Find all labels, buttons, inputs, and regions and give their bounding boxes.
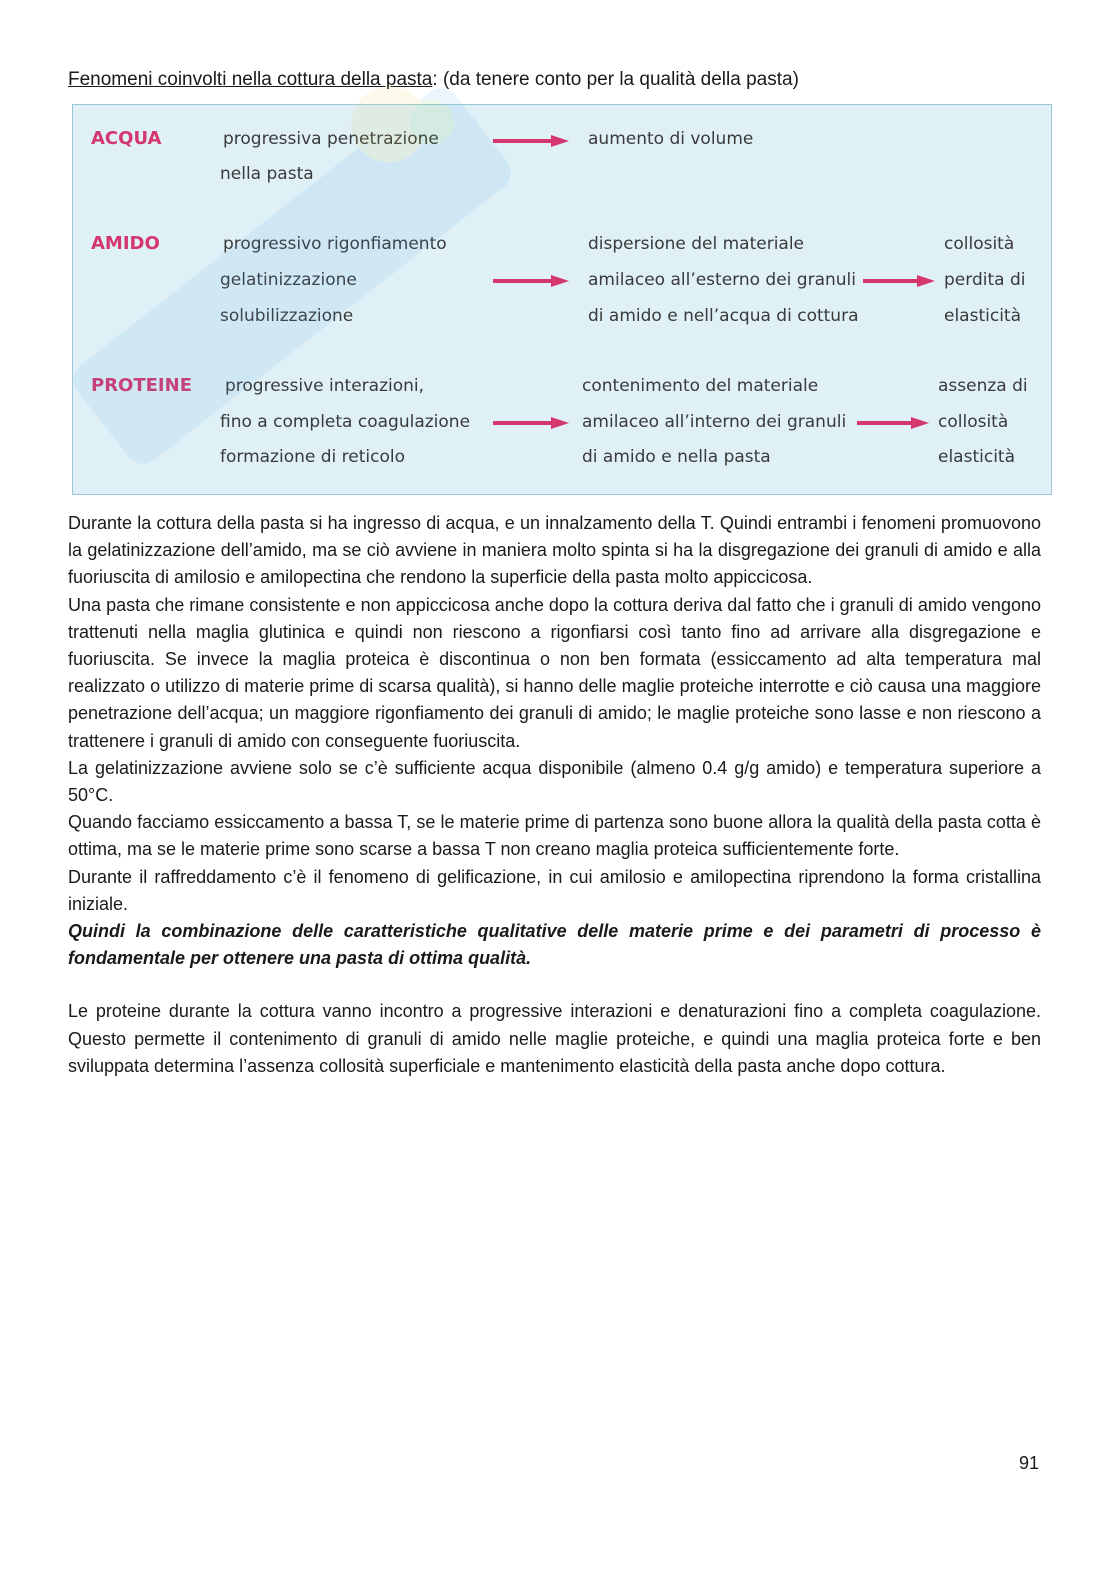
section-heading <box>68 68 799 92</box>
paragraph: La gelatinizzazione avviene solo se c’è sufficiente acqua disponibile (almeno 0.4 g/g amido) e temperatura superiore a 50°C. <box>68 757 1041 806</box>
proteine-label: PROTEINE <box>91 375 192 396</box>
arrow-icon <box>493 275 569 287</box>
amido-result-line: elasticità <box>944 306 1021 326</box>
amido-effect-line: di amido e nell’acqua di cottura <box>588 306 859 326</box>
proteine-effect-line: contenimento del materiale <box>582 376 819 396</box>
proteine-cause-line: progressive interazioni, <box>225 376 425 396</box>
emphasis-paragraph: Quindi la combinazione delle caratteristiche qualitative delle materie prime e dei parametri di processo è fondamentale per ottenere una pasta di ottima qualità. <box>68 921 1041 969</box>
amido-effect-line: dispersione del materiale <box>588 234 805 254</box>
proteine-cause-line: formazione di reticolo <box>220 447 405 467</box>
proteine-result-line: collosità <box>938 412 1009 432</box>
heading-rest: : (da tenere conto per la qualità della pasta) <box>432 69 799 90</box>
acqua-cause-line: progressiva penetrazione <box>223 129 439 149</box>
paragraph: Una pasta che rimane consistente e non appiccicosa anche dopo la cottura deriva dal fatto che i granuli di amido vengono trattenuti nella maglia glutinica e quindi non riescono a rigonfiarsi così tanto fino ad arrivare alla disgregazione e fuoriuscita. Se invece la maglia proteica è discontinua o non ben formata (essiccamento ad alta temperatura mal realizzato o utilizzo di materie prime di scarsa qualità), si hanno delle maglie proteiche interrotte e ciò causa una maggiore penetrazione dell’acqua; un maggiore rigonfiamento dei granuli di amido; le maglie proteiche sono lasse e non riescono a trattenere i granuli di amido con conseguente fuoriuscita. <box>68 594 1041 751</box>
amido-cause-line: solubilizzazione <box>220 306 354 326</box>
acqua-effect-line: aumento di volume <box>588 129 754 149</box>
paragraph: Durante la cottura della pasta si ha ingresso di acqua, e un innalzamento della T. Quindi entrambi i fenomeni promuovono la gelatinizzazione dell’amido, ma se ciò avviene in maniera molto spinta si ha la disgregazione dei granuli di amido e alla fuoriuscita di amilosio e amilopectina che rendono la superficie della pasta molto appiccicosa. <box>68 513 1041 588</box>
acqua-cause-line: nella pasta <box>220 164 314 184</box>
heading-underlined: Fenomeni coinvolti nella cottura della pasta <box>68 69 433 90</box>
proteine-cause-line: fino a completa coagulazione <box>220 412 471 432</box>
acqua-label: ACQUA <box>91 128 162 149</box>
amido-cause-line: progressivo rigonfiamento <box>223 234 447 254</box>
proteine-effect-line: di amido e nella pasta <box>582 447 771 467</box>
arrow-icon <box>493 417 569 429</box>
body-text <box>68 510 1041 1080</box>
paragraph: Durante il raffreddamento c’è il fenomeno di gelificazione, in cui amilosio e amilopectina riprendono la forma cristallina iniziale. <box>68 866 1041 914</box>
amido-effect-line: amilaceo all’esterno dei granuli <box>588 270 856 290</box>
proteine-effect-line: amilaceo all’interno dei granuli <box>582 412 847 432</box>
paragraph: Quando facciamo essiccamento a bassa T, se le materie prime di partenza sono buone allora la qualità della pasta cotta è ottima, ma se le materie prime sono scarse a bassa T non creano maglia proteica sufficientemente forte. <box>68 812 1041 860</box>
paragraph: Le proteine durante la cottura vanno incontro a progressive interazioni e denaturazioni fino a completa coagulazione. Questo permette il contenimento di granuli di amido nelle maglie proteiche, e quindi una maglia proteica forte e ben sviluppata determina l’assenza collosità superficiale e mantenimento elasticità della pasta anche dopo cottura. <box>68 1001 1041 1076</box>
proteine-result-line: elasticità <box>938 447 1015 467</box>
amido-result-line: collosità <box>944 234 1015 254</box>
page-number: 91 <box>1019 1453 1040 1473</box>
amido-cause-line: gelatinizzazione <box>220 270 357 290</box>
arrow-icon <box>857 417 929 429</box>
amido-result-line: perdita di <box>944 270 1026 290</box>
proteine-result-line: assenza di <box>938 376 1028 396</box>
cooking-phenomena-diagram <box>72 104 1052 495</box>
amido-label: AMIDO <box>91 233 160 254</box>
arrow-icon <box>493 135 569 147</box>
arrow-icon <box>863 275 935 287</box>
paragraph-spacer <box>68 972 1041 998</box>
